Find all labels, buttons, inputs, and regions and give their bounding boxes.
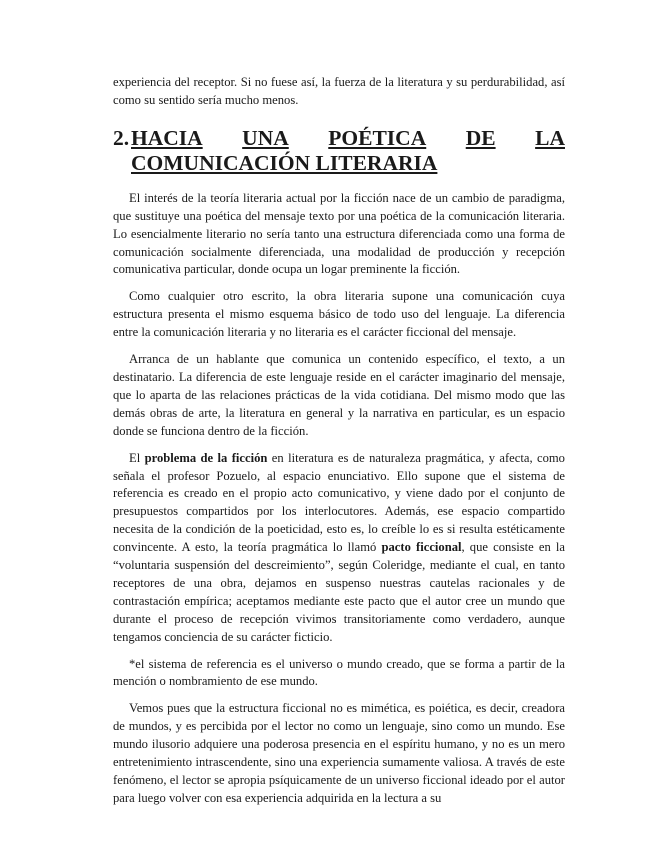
paragraph-note: *el sistema de referencia es el universo o mundo creado, que se forma a partir de la mención o nombramiento de ese mundo. (113, 656, 565, 689)
bold-term-pacto: pacto ficcional (381, 540, 462, 555)
heading-word: UNA (242, 125, 289, 150)
heading-number: 2. (113, 125, 130, 150)
heading-word: LA (535, 125, 565, 150)
document-page (113, 74, 565, 808)
paragraph-4 (113, 450, 565, 647)
paragraph-6: Vemos pues que la estructura ficcional no es mimética, es poiética, es decir, creadora de mundos, y es percibida por el lector no como un lenguaje, sino como un mundo. Ese mundo ilusorio adquiere una poderosa presencia en el espíritu humano, y no es un mero entretenimiento intrascendente, sino una experiencia sumamente valiosa. A través de este fenómeno, el lector se apropia psíquicamente de un universo ficcional ideado por el autor para luego volver con esa experiencia adquirida en la lectura a su (113, 701, 565, 805)
text-run: , que consiste en la “voluntaria suspensión del descreimiento”, según Coleridge, mediante el cual, en tanto receptores de una obra, dejamos en suspenso nuestras cautelas racionales y de contrastación empírica; aceptamos mediante este pacto que el autor cree un mundo que durante el proceso de recepción vivimos transitoriamente como verdadero, aunque tengamos conciencia de su carácter ficticio. (113, 540, 565, 644)
section-heading (113, 126, 565, 176)
paragraph-2: Como cualquier otro escrito, la obra literaria supone una comunicación cuya estructura presenta el mismo esquema básico de todo uso del lenguaje. La diferencia entre la comunicación literaria y no literaria es el carácter ficcional del mensaje. (113, 289, 565, 340)
heading-text (131, 126, 565, 176)
heading-word: POÉTICA (328, 125, 427, 150)
paragraph-1: El interés de la teoría literaria actual por la ficción nace de un cambio de paradigma, que sustituye una poética del mensaje texto por una poética de la comunicación literaria. Lo esencialmente literario no sería tanto una estructura diferenciada como una forma de comunicación socialmente diferenciada, una modalidad de producción y recepción comunicativa particular, donde ocupa un logar preminente la ficción. (113, 190, 565, 277)
heading-word: DE (465, 125, 496, 150)
heading-word: HACIA (131, 125, 203, 150)
bold-term-problema: problema de la ficción (144, 450, 268, 465)
heading-line-2: COMUNICACIÓN LITERARIA (131, 150, 438, 175)
text-run: en literatura es de naturaleza pragmática, y afecta, como señala el profesor Pozuelo, al espacio enunciativo. Ello supone que el sistema de referencia es creado en el propio acto comunicativo, y viene dado por el conjunto de presupuestos compartidos por los interlocutores. Además, ese espacio compartido necesita de la condición de la poeticidad, esto es, lo creíble lo es si resulta estéticamente convincente. A esto, la teoría pragmática lo llamó (113, 450, 565, 555)
text-run: El (129, 450, 145, 465)
paragraph-3: Arranca de un hablante que comunica un contenido específico, el texto, a un destinatario. La diferencia de este lenguaje reside en el carácter imaginario del mensaje, que lo aparta de las relaciones prácticas de la vida cotidiana. Del mismo modo que las demás obras de arte, la literatura en general y la narrativa en particular, es un espacio donde se funciona dentro de la ficción. (113, 352, 565, 438)
paragraph-continuation: experiencia del receptor. Si no fuese así, la fuerza de la literatura y su perdurabilidad, así como su sentido sería mucho menos. (113, 75, 565, 107)
heading-line-1 (131, 126, 565, 151)
